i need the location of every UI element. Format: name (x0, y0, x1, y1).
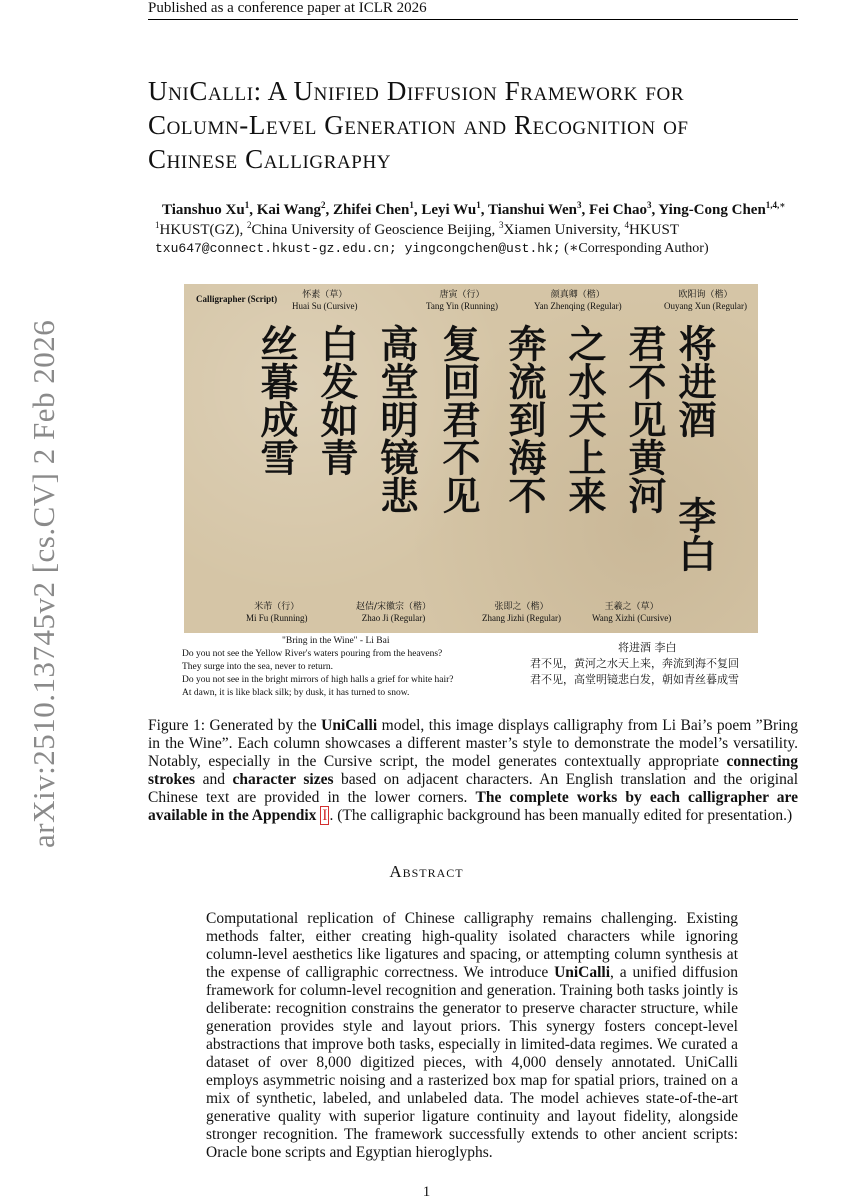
label-english: Mi Fu (Running) (246, 613, 308, 623)
caption-text: and (195, 771, 233, 788)
figure-bottom-label (356, 602, 431, 624)
author-affiliation-mark: 2 (321, 200, 326, 210)
running-header: Published as a conference paper at ICLR 2026 (148, 0, 427, 16)
author-name: Tianshui Wen (487, 202, 578, 218)
affiliation-2: China University of Geoscience Beijing, (251, 222, 499, 238)
poem-chinese-original (530, 640, 739, 688)
abstract-model-name: UniCalli (554, 964, 611, 981)
calligraphy-column (500, 324, 548, 514)
poem-english-line: Do you not see the Yellow River's waters pouring from the heavens? (182, 649, 443, 659)
author-name: Zhifei Chen (333, 202, 410, 218)
email-addresses[interactable]: txu647@connect.hkust-gz.edu.cn; yingcongchen@ust.hk; (155, 241, 561, 256)
abstract-heading: Abstract (389, 862, 464, 881)
affiliations: $^1$HKUST(GZ), $^2$China University of Geoscience Beijing, $^3$Xiamen University, $^4$HKUST (155, 220, 680, 238)
caption-text: model, this image displays calligraphy from Li Bai’s poem ”Bring in the Wine”. Each column showcases a different master’s style to demonstrate the model’s versatility. Notably, especially in the Cursive script, the model generates contextually appropriate (148, 717, 798, 770)
label-chinese: 张即之（楷） (494, 602, 549, 612)
calligraphy-characters: 君不见黄河 (622, 324, 667, 514)
calligraphy-column (620, 324, 668, 514)
author-name: Kai Wang (256, 202, 322, 218)
caption-text: . (The calligraphic background has been manually edited for presentation.) (329, 807, 793, 824)
figure-bottom-label (246, 602, 308, 624)
paper-title-line-1: UniCalli: A Unified Diffusion Framework for (148, 76, 685, 106)
figure-bottom-label (482, 602, 561, 624)
caption-emphasis: connecting strokes (148, 753, 798, 788)
calligraphy-column (434, 324, 482, 514)
affiliation-4: HKUST (629, 222, 680, 238)
figure-top-label (292, 290, 358, 312)
author-name: Leyi Wu (421, 202, 477, 218)
appendix-link[interactable]: I (322, 807, 328, 824)
label-english: Wang Xizhi (Cursive) (592, 613, 672, 623)
label-chinese: 欧阳询（楷） (678, 290, 733, 300)
poem-chinese-title: 将进酒 李白 (618, 641, 677, 654)
page-number: 1 (422, 1184, 431, 1200)
caption-text: Figure 1: Generated by the (148, 717, 322, 734)
label-english: Huai Su (Cursive) (292, 301, 358, 311)
calligraphy-characters: 将进酒 (672, 324, 717, 438)
label-chinese: 怀素（草） (302, 290, 348, 300)
calligraphy-characters: 高堂明镜悲 (374, 324, 419, 514)
header-rule (148, 19, 798, 20)
caption-model-name: UniCalli (321, 717, 378, 734)
calligraphy-column (312, 324, 360, 476)
paper-title-line-2: Column-Level Generation and Recognition of (148, 110, 689, 140)
author-affiliation-mark: 1,4,∗ (765, 200, 786, 210)
caption-text: based on adjacent characters. An English translation and the original Chinese text are provided in the lower corners. (148, 771, 799, 806)
calligraphy-column (670, 496, 718, 572)
figure-top-label (664, 290, 747, 312)
affiliation-1: HKUST(GZ), (159, 222, 247, 238)
abstract-body (206, 910, 738, 1162)
figure-top-label (534, 290, 622, 312)
calligraphy-column (560, 324, 608, 514)
author-affiliation-mark: 1 (244, 200, 250, 210)
label-english: Tang Yin (Running) (426, 301, 499, 311)
figure-1-calligraphy-image (184, 284, 758, 633)
label-english: Zhao Ji (Regular) (361, 613, 426, 623)
label-chinese: 颜真卿（楷） (550, 290, 605, 300)
caption-emphasis: The complete works by each calligrapher are available in the Appendix (148, 789, 798, 824)
calligraphy-characters: 复回君不见 (436, 324, 481, 514)
author-list: Tianshuo Xu$^1$, Kai Wang$^2$, Zhifei Chen$^1$, Leyi Wu$^1$, Tianshui Wen$^3$, Fei Chao$^3$, Ying-Cong Chen$^{1,4,∗}$ (162, 200, 786, 218)
label-chinese: 唐寅（行） (439, 290, 485, 300)
author-name: Fei Chao (589, 202, 647, 218)
figure-label-calligrapher-script: Calligrapher (Script) (196, 294, 278, 304)
poem-english-line: They surge into the sea, never to return. (182, 662, 333, 672)
calligraphy-characters: 丝暮成雪 (254, 324, 299, 476)
author-affiliation-mark: 1 (409, 200, 414, 210)
figure-1-caption (148, 717, 798, 825)
author-name: Ying-Cong Chen (658, 202, 766, 218)
author-name: Tianshuo Xu (162, 202, 245, 218)
label-english: Yan Zhenqing (Regular) (534, 301, 622, 311)
calligraphy-characters: 白发如青 (314, 324, 359, 476)
figure-bottom-label (592, 602, 671, 624)
label-english: Ouyang Xun (Regular) (664, 301, 747, 311)
paper-title-line-3: Chinese Calligraphy (148, 144, 392, 174)
calligraphy-column (372, 324, 420, 514)
poem-chinese-line: 君不见，黄河之水天上来，奔流到海不复回 (530, 657, 739, 670)
abstract-text: , a unified diffusion framework for column-level recognition and generation. Training both tasks jointly is deliberate: recognition constrains the generator to preserve character structure, while generation provides style and layout priors. This synergy fosters concept-level abstractions that improve both tasks, especially in limited-data regimes. We curated a dataset of over 8,000 digitized pieces, with 4,000 densely annotated. UniCalli employs asymmetric noising and a rasterized box map for spatial priors, trained on a mix of synthetic, labeled, and unlabeled data. The model achieves state-of-the-art generative quality with superior ligature continuity and layout fidelity, alongside stronger recognition. The framework successfully extends to other ancient scripts: Oracle bone scripts and Egyptian hieroglyphs. (206, 964, 738, 1161)
contact-emails (155, 240, 709, 257)
figure-top-label (426, 290, 498, 312)
author-affiliation-mark: 3 (577, 200, 582, 210)
calligraphy-characters: 李白 (672, 496, 717, 572)
author-affiliation-mark: 1 (476, 200, 481, 210)
affiliation-3: Xiamen University, (503, 222, 625, 238)
calligraphy-column (252, 324, 300, 476)
label-chinese: 赵佶/宋徽宗（楷） (356, 602, 432, 612)
arxiv-identifier: arXiv:2510.13745v2 [cs.CV] 2 Feb 2026 (26, 319, 61, 848)
poem-chinese-line: 君不见，高堂明镜悲白发，朝如青丝暮成雪 (530, 673, 739, 686)
caption-emphasis: character sizes (232, 771, 334, 788)
author-affiliation-mark: 3 (646, 200, 652, 210)
label-chinese: 王羲之（草） (604, 602, 659, 612)
poem-english-title: "Bring in the Wine" - Li Bai (282, 636, 390, 646)
poem-english-line: Do you not see in the bright mirrors of high halls a grief for white hair? (182, 675, 454, 685)
calligraphy-characters: 之水天上来 (562, 324, 607, 514)
poem-english-translation (182, 635, 453, 700)
abstract-text: Computational replication of Chinese calligraphy remains challenging. Existing methods falter, either creating high-quality isolated characters while ignoring column-level aesthetics like ligatures and spacing, or attempting column synthesis at the expense of calligraphic correctness. We introduce (206, 910, 738, 981)
calligraphy-column (670, 324, 718, 438)
poem-english-line: At dawn, it is like black silk; by dusk, it has turned to snow. (182, 688, 410, 698)
label-chinese: 米芾（行） (254, 602, 300, 612)
label-english: Zhang Jizhi (Regular) (482, 613, 561, 623)
corresponding-author-note: (∗Corresponding Author) (560, 241, 709, 256)
calligraphy-characters: 奔流到海不 (502, 324, 547, 514)
